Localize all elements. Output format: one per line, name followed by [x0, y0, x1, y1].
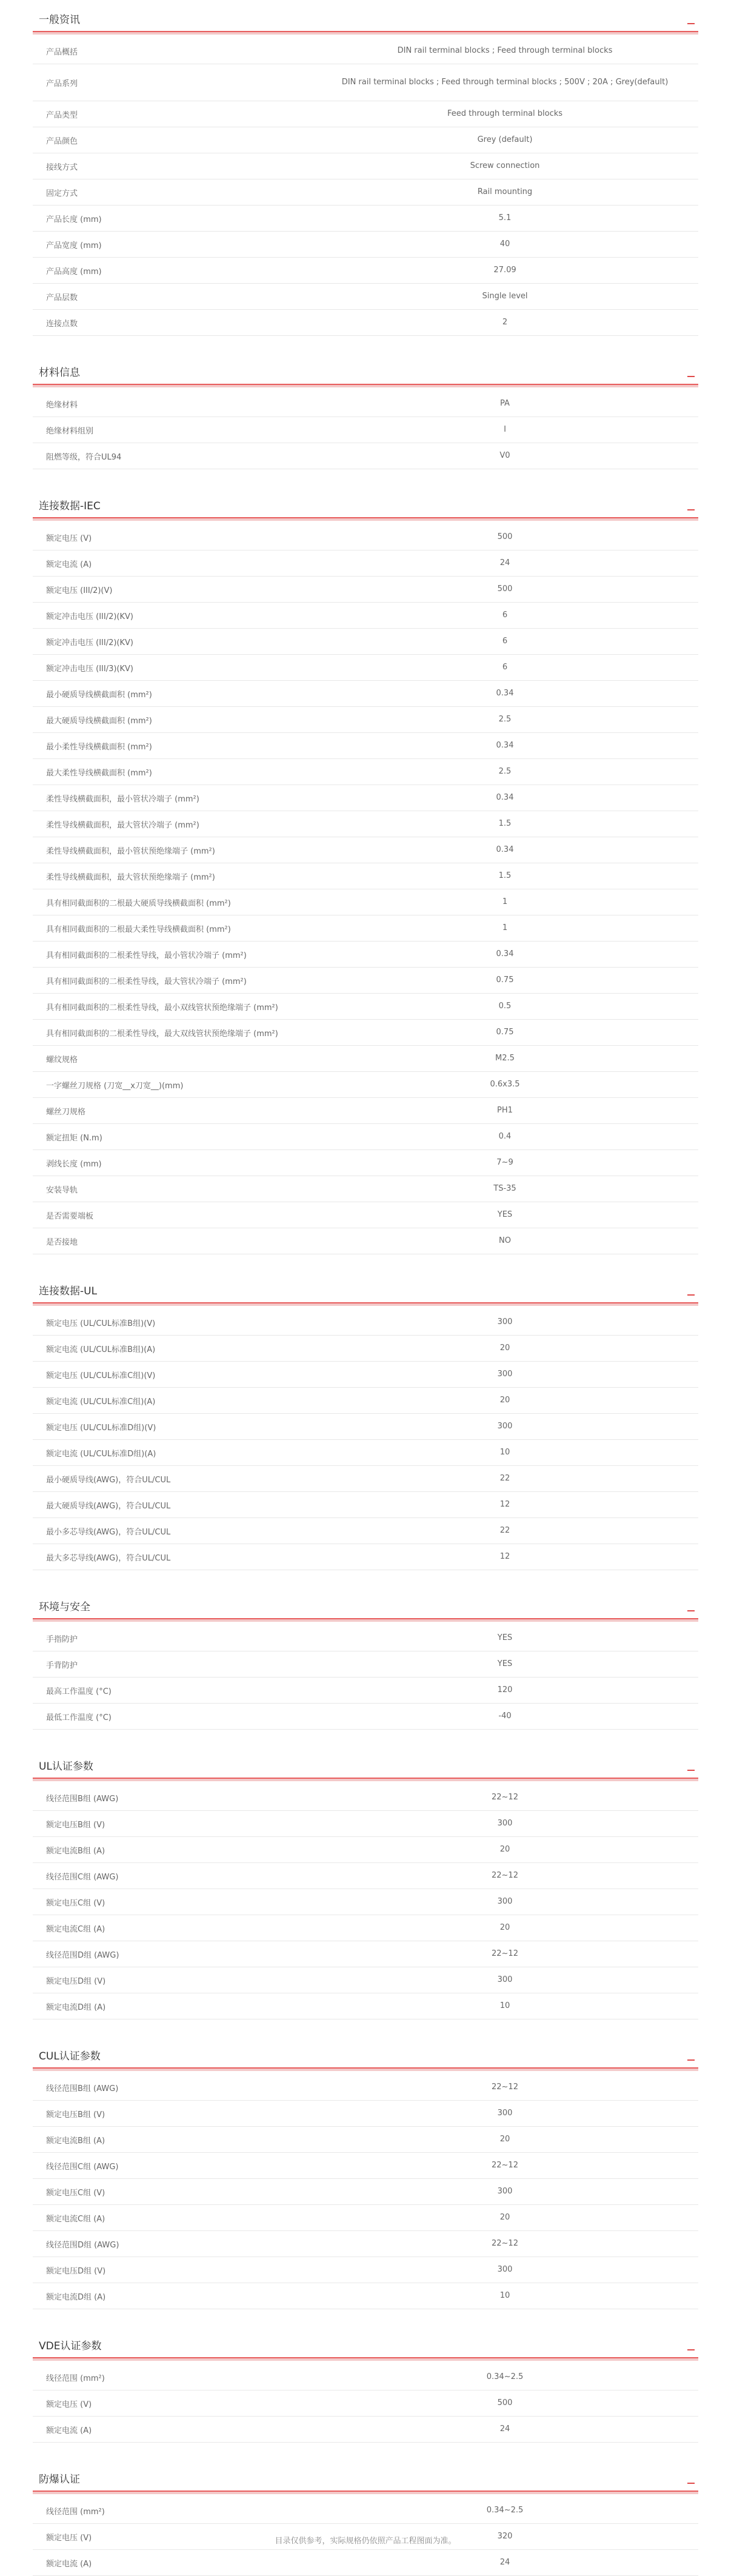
spec-value: 0.34 — [496, 689, 514, 698]
spec-value: 22 — [499, 1526, 510, 1535]
spec-value: 300 — [497, 1819, 513, 1828]
spec-row — [33, 1150, 698, 1176]
spec-label: 额定电压C组 (V) — [46, 1898, 105, 1908]
spec-label: 是否接地 — [46, 1237, 78, 1247]
section-header — [33, 1271, 698, 1303]
spec-label: 柔性导线横截面积，最小管状预绝缘端子 (mm²) — [46, 846, 215, 856]
spec-value: 300 — [497, 1317, 513, 1326]
section-title: UL认证参数 — [39, 1761, 93, 1773]
spec-row — [33, 629, 698, 655]
spec-label: 额定电流B组 (A) — [46, 2136, 105, 2146]
spec-label: 额定电流 (A) — [46, 2426, 92, 2435]
spec-value: 20 — [499, 1923, 510, 1932]
spec-label: 具有相同截面积的二根最大硬质导线横截面积 (mm²) — [46, 898, 231, 908]
spec-label: 额定冲击电压 (III/2)(KV) — [46, 638, 133, 647]
collapse-icon[interactable] — [687, 1610, 695, 1611]
spec-value: 0.34 — [496, 741, 514, 750]
section-header — [33, 1587, 698, 1619]
collapse-icon[interactable] — [687, 1294, 695, 1296]
spec-row — [33, 1625, 698, 1651]
spec-value: 12 — [499, 1500, 510, 1509]
spec-value: 20 — [499, 2213, 510, 2222]
spec-value: 0.75 — [496, 1028, 514, 1037]
spec-row — [33, 2101, 698, 2127]
spec-label: 线径范围 (mm²) — [46, 2374, 105, 2383]
spec-value: 6 — [502, 637, 508, 646]
spec-row — [33, 811, 698, 837]
spec-value: 22 — [499, 1474, 510, 1483]
spec-row — [33, 1941, 698, 1967]
spec-row — [33, 2257, 698, 2283]
footer-note: 目录仅供参考，实际规格仍依照产品工程图面为准。 — [275, 2537, 456, 2546]
spec-label: 产品长度 (mm) — [46, 215, 102, 224]
spec-value: 7~9 — [496, 1158, 513, 1167]
spec-label: 额定冲击电压 (III/3)(KV) — [46, 664, 133, 674]
spec-label: 产品概括 — [46, 47, 78, 57]
spec-label: 额定电流B组 (A) — [46, 1846, 105, 1856]
spec-value: 300 — [497, 2265, 513, 2274]
spec-row — [33, 179, 698, 206]
spec-section — [33, 486, 698, 1254]
section-header — [33, 1747, 698, 1779]
spec-row — [33, 101, 698, 127]
spec-value: 12 — [499, 1552, 510, 1561]
collapse-icon[interactable] — [687, 2059, 695, 2061]
spec-value: 0.34 — [496, 845, 514, 854]
spec-label: 是否需要端板 — [46, 1211, 94, 1221]
spec-value: 22~12 — [492, 2239, 518, 2248]
spec-label: 产品颜色 — [46, 136, 78, 146]
spec-label: 额定电压D组 (V) — [46, 2266, 106, 2276]
spec-value: 24 — [499, 2424, 510, 2434]
spec-label: 额定电压 (UL/CUL标准D组)(V) — [46, 1423, 156, 1433]
spec-label: 产品高度 (mm) — [46, 267, 102, 276]
spec-value: 22~12 — [492, 2083, 518, 2092]
spec-value: 300 — [497, 1897, 513, 1906]
spec-value: -40 — [498, 1711, 512, 1721]
spec-row — [33, 707, 698, 733]
spec-row — [33, 1518, 698, 1544]
spec-value: 2 — [502, 318, 508, 327]
spec-row — [33, 1993, 698, 2019]
collapse-icon[interactable] — [687, 2349, 695, 2350]
spec-value: NO — [499, 1236, 511, 1245]
spec-value: DIN rail terminal blocks ; Feed through terminal blocks — [397, 46, 613, 55]
spec-row — [33, 1072, 698, 1098]
spec-value: 5.1 — [498, 213, 512, 222]
spec-label: 绝缘材料组别 — [46, 426, 94, 436]
spec-value: 22~12 — [492, 1949, 518, 1958]
spec-value: 20 — [499, 1396, 510, 1405]
spec-label: 额定电流 (A) — [46, 560, 92, 569]
spec-value: 6 — [502, 611, 508, 620]
spec-value: 20 — [499, 2135, 510, 2144]
spec-value: 40 — [499, 239, 510, 249]
spec-value: 22~12 — [492, 1871, 518, 1880]
spec-row — [33, 1837, 698, 1863]
section-title: 连接数据-IEC — [39, 500, 101, 512]
spec-row — [33, 38, 698, 64]
section-header — [33, 0, 698, 32]
spec-row — [33, 577, 698, 603]
spec-section — [33, 1747, 698, 2019]
spec-row — [33, 2417, 698, 2443]
spec-label: 具有相同截面积的二根柔性导线，最小双线管状预绝缘端子 (mm²) — [46, 1003, 278, 1012]
spec-label: 最小多芯导线(AWG)，符合UL/CUL — [46, 1527, 171, 1537]
spec-row — [33, 889, 698, 915]
spec-row — [33, 1544, 698, 1570]
spec-row — [33, 391, 698, 417]
spec-label: 额定电压 (UL/CUL标准C组)(V) — [46, 1371, 156, 1380]
spec-label: 额定电压B组 (V) — [46, 2110, 105, 2119]
spec-value: 300 — [497, 1370, 513, 1379]
spec-row — [33, 1098, 698, 1124]
section-title: 环境与安全 — [39, 1601, 90, 1613]
spec-row — [33, 994, 698, 1020]
spec-row — [33, 1889, 698, 1915]
spec-value: I — [504, 425, 506, 434]
spec-label: 额定扭矩 (N.m) — [46, 1133, 102, 1143]
spec-label: 具有相同截面积的二根最大柔性导线横截面积 (mm²) — [46, 925, 231, 934]
spec-label: 额定电流C组 (A) — [46, 2214, 105, 2224]
spec-label: 具有相同截面积的二根柔性导线，最小管状冷端子 (mm²) — [46, 951, 247, 960]
spec-row — [33, 1967, 698, 1993]
spec-row — [33, 206, 698, 232]
spec-label: 线径范围B组 (AWG) — [46, 1794, 119, 1804]
spec-section — [33, 2326, 698, 2443]
collapse-icon[interactable] — [687, 2483, 695, 2484]
spec-label: 安装导轨 — [46, 1185, 78, 1195]
spec-section — [33, 0, 698, 336]
spec-row — [33, 153, 698, 179]
spec-value: YES — [497, 1210, 513, 1219]
spec-value: 6 — [502, 663, 508, 672]
spec-value: Feed through terminal blocks — [447, 109, 563, 118]
spec-label: 一字螺丝刀规格 (刀宽__x刀宽__)(mm) — [46, 1081, 184, 1091]
spec-row — [33, 2127, 698, 2153]
spec-value: 500 — [497, 532, 513, 541]
spec-label: 额定电压B组 (V) — [46, 1820, 105, 1830]
spec-label: 绝缘材料 — [46, 400, 78, 410]
spec-value: 0.75 — [496, 975, 514, 985]
section-header — [33, 2326, 698, 2358]
spec-row — [33, 2231, 698, 2257]
spec-value: 2.5 — [498, 767, 512, 776]
spec-row — [33, 1915, 698, 1941]
spec-label: 额定冲击电压 (III/2)(KV) — [46, 612, 133, 621]
spec-label: 最大硬质导线横截面积 (mm²) — [46, 716, 152, 726]
spec-value: 22~12 — [492, 1793, 518, 1802]
spec-label: 产品系列 — [46, 79, 78, 89]
spec-row — [33, 1678, 698, 1704]
spec-label: 最大多芯导线(AWG)，符合UL/CUL — [46, 1553, 171, 1563]
spec-label: 固定方式 — [46, 189, 78, 198]
spec-row — [33, 1336, 698, 1362]
spec-row — [33, 258, 698, 284]
section-title: 连接数据-UL — [39, 1285, 98, 1297]
spec-label: 额定电压 (V) — [46, 534, 92, 543]
section-title: CUL认证参数 — [39, 2050, 101, 2062]
spec-row — [33, 2075, 698, 2101]
spec-value: 1.5 — [498, 819, 512, 828]
spec-row — [33, 1492, 698, 1518]
spec-value: Grey (default) — [477, 135, 533, 144]
spec-label: 最高工作温度 (°C) — [46, 1687, 112, 1696]
spec-row — [33, 417, 698, 443]
section-title: 材料信息 — [39, 367, 80, 379]
spec-row — [33, 284, 698, 310]
spec-label: 柔性导线横截面积，最小管状冷端子 (mm²) — [46, 794, 199, 804]
spec-value: YES — [497, 1633, 513, 1642]
spec-row — [33, 681, 698, 707]
spec-value: 24 — [499, 2558, 510, 2567]
spec-value: 0.34 — [496, 793, 514, 802]
spec-value: 27.09 — [493, 266, 516, 275]
collapse-icon[interactable] — [687, 376, 695, 377]
spec-label: 最小硬质导线(AWG)，符合UL/CUL — [46, 1475, 171, 1485]
section-header — [33, 486, 698, 518]
spec-row — [33, 443, 698, 469]
spec-label: 柔性导线横截面积，最大管状冷端子 (mm²) — [46, 820, 199, 830]
spec-row — [33, 837, 698, 863]
spec-label: 额定电压 (III/2)(V) — [46, 586, 113, 595]
spec-row — [33, 1020, 698, 1046]
spec-row — [33, 1362, 698, 1388]
spec-value: 0.34~2.5 — [486, 2372, 524, 2381]
spec-row — [33, 2364, 698, 2390]
spec-label: 产品层数 — [46, 293, 78, 303]
spec-label: 额定电压 (UL/CUL标准B组)(V) — [46, 1319, 156, 1328]
spec-value: 320 — [497, 2532, 513, 2541]
spec-label: 线径范围C组 (AWG) — [46, 2162, 119, 2172]
spec-row — [33, 1202, 698, 1228]
spec-label: 额定电流 (UL/CUL标准C组)(A) — [46, 1397, 156, 1407]
spec-row — [33, 232, 698, 258]
spec-row — [33, 2179, 698, 2205]
spec-label: 额定电压 (V) — [46, 2400, 92, 2409]
spec-row — [33, 915, 698, 942]
spec-row — [33, 2153, 698, 2179]
spec-label: 产品类型 — [46, 110, 78, 120]
spec-value: 0.6x3.5 — [490, 1080, 520, 1089]
spec-label: 线径范围D组 (AWG) — [46, 1950, 119, 1960]
spec-label: 阻燃等级，符合UL94 — [46, 452, 122, 462]
spec-row — [33, 64, 698, 101]
spec-label: 线径范围C组 (AWG) — [46, 1872, 119, 1882]
spec-value: 0.34~2.5 — [486, 2506, 524, 2515]
spec-value: 10 — [499, 2291, 510, 2300]
spec-label: 最小柔性导线横截面积 (mm²) — [46, 742, 152, 752]
spec-row — [33, 785, 698, 811]
spec-label: 螺丝刀规格 — [46, 1107, 86, 1117]
spec-label: 最大柔性导线横截面积 (mm²) — [46, 768, 152, 778]
spec-row — [33, 1310, 698, 1336]
spec-value: 1 — [502, 923, 508, 932]
spec-section — [33, 2036, 698, 2309]
spec-value: 500 — [497, 2398, 513, 2407]
spec-label: 线径范围D组 (AWG) — [46, 2240, 119, 2250]
spec-label: 具有相同截面积的二根柔性导线，最大双线管状预绝缘端子 (mm²) — [46, 1029, 278, 1039]
spec-value: Screw connection — [470, 161, 540, 170]
section-title: 防爆认证 — [39, 2474, 80, 2486]
spec-label: 额定电压D组 (V) — [46, 1976, 106, 1986]
spec-label: 最小硬质导线横截面积 (mm²) — [46, 690, 152, 700]
spec-label: 手背防护 — [46, 1661, 78, 1670]
spec-row — [33, 968, 698, 994]
spec-row — [33, 733, 698, 759]
spec-row — [33, 310, 698, 336]
spec-label: 线径范围 (mm²) — [46, 2507, 105, 2517]
collapse-icon[interactable] — [687, 1770, 695, 1771]
spec-row — [33, 2390, 698, 2417]
spec-label: 额定电压 (V) — [46, 2533, 92, 2543]
spec-value: TS-35 — [493, 1184, 516, 1193]
spec-value: 20 — [499, 1343, 510, 1353]
spec-row — [33, 863, 698, 889]
spec-value: 10 — [499, 1448, 510, 1457]
spec-label: 柔性导线横截面积，最大管状预绝缘端子 (mm²) — [46, 872, 215, 882]
spec-row — [33, 1440, 698, 1466]
spec-section — [33, 2460, 698, 2576]
spec-row — [33, 942, 698, 968]
spec-value: 0.5 — [498, 1002, 512, 1011]
spec-value: 500 — [497, 584, 513, 594]
spec-row — [33, 550, 698, 577]
spec-label: 额定电流D组 (A) — [46, 2002, 106, 2012]
spec-value: 2.5 — [498, 715, 512, 724]
spec-value: V0 — [499, 451, 510, 460]
spec-value: 0.34 — [496, 949, 514, 958]
spec-row — [33, 1785, 698, 1811]
spec-value: 300 — [497, 1975, 513, 1984]
spec-label: 连接点数 — [46, 319, 78, 329]
spec-label: 额定电流D组 (A) — [46, 2292, 106, 2302]
spec-value: PA — [500, 399, 510, 408]
spec-section — [33, 353, 698, 469]
spec-row — [33, 2283, 698, 2309]
spec-label: 手指防护 — [46, 1634, 78, 1644]
spec-value: 300 — [497, 1422, 513, 1431]
spec-label: 额定电压C组 (V) — [46, 2188, 105, 2198]
spec-value: 22~12 — [492, 2161, 518, 2170]
spec-label: 线径范围B组 (AWG) — [46, 2084, 119, 2093]
spec-value: 0.4 — [498, 1132, 512, 1141]
spec-row — [33, 2550, 698, 2576]
spec-value: 24 — [499, 558, 510, 567]
spec-row — [33, 1466, 698, 1492]
spec-value: 300 — [497, 2187, 513, 2196]
spec-value: 1 — [502, 897, 508, 906]
spec-row — [33, 1704, 698, 1730]
spec-row — [33, 1651, 698, 1678]
spec-row — [33, 655, 698, 681]
spec-label: 具有相同截面积的二根柔性导线，最大管状冷端子 (mm²) — [46, 977, 247, 986]
spec-row — [33, 524, 698, 550]
spec-value: Rail mounting — [477, 187, 533, 196]
spec-row — [33, 1176, 698, 1202]
spec-label: 额定电流 (A) — [46, 2559, 92, 2569]
section-header — [33, 2460, 698, 2492]
spec-row — [33, 2498, 698, 2524]
section-header — [33, 2036, 698, 2069]
spec-row — [33, 1811, 698, 1837]
spec-value: 10 — [499, 2001, 510, 2010]
spec-row — [33, 759, 698, 785]
spec-value: YES — [497, 1659, 513, 1668]
spec-row — [33, 1124, 698, 1150]
spec-value: PH1 — [497, 1106, 513, 1115]
spec-label: 额定电流 (UL/CUL标准D组)(A) — [46, 1449, 156, 1459]
spec-label: 剥线长度 (mm) — [46, 1159, 102, 1169]
spec-label: 产品宽度 (mm) — [46, 241, 102, 250]
spec-row — [33, 1388, 698, 1414]
collapse-icon[interactable] — [687, 509, 695, 510]
spec-value: 120 — [497, 1685, 513, 1694]
spec-value: 1.5 — [498, 871, 512, 880]
section-title: 一般资讯 — [39, 14, 80, 26]
spec-sections — [33, 0, 698, 2576]
spec-value: Single level — [482, 292, 528, 301]
spec-value: M2.5 — [495, 1054, 515, 1063]
spec-row — [33, 1414, 698, 1440]
spec-label: 额定电流C组 (A) — [46, 1924, 105, 1934]
spec-row — [33, 603, 698, 629]
section-header — [33, 353, 698, 385]
spec-row — [33, 1228, 698, 1254]
section-title: VDE认证参数 — [39, 2340, 102, 2352]
spec-value: DIN rail terminal blocks ; Feed through terminal blocks ; 500V ; 20A ; Grey(default) — [341, 78, 669, 87]
spec-row — [33, 1046, 698, 1072]
spec-label: 最低工作温度 (°C) — [46, 1713, 112, 1722]
spec-label: 接线方式 — [46, 162, 78, 172]
spec-value: 300 — [497, 2109, 513, 2118]
spec-row — [33, 1863, 698, 1889]
spec-label: 额定电流 (UL/CUL标准B组)(A) — [46, 1345, 156, 1354]
spec-label: 螺纹规格 — [46, 1055, 78, 1065]
spec-section — [33, 1587, 698, 1730]
spec-section — [33, 1271, 698, 1570]
spec-label: 最大硬质导线(AWG)，符合UL/CUL — [46, 1501, 171, 1511]
spec-value: 20 — [499, 1845, 510, 1854]
spec-row — [33, 2205, 698, 2231]
collapse-icon[interactable] — [687, 23, 695, 24]
spec-row — [33, 127, 698, 153]
